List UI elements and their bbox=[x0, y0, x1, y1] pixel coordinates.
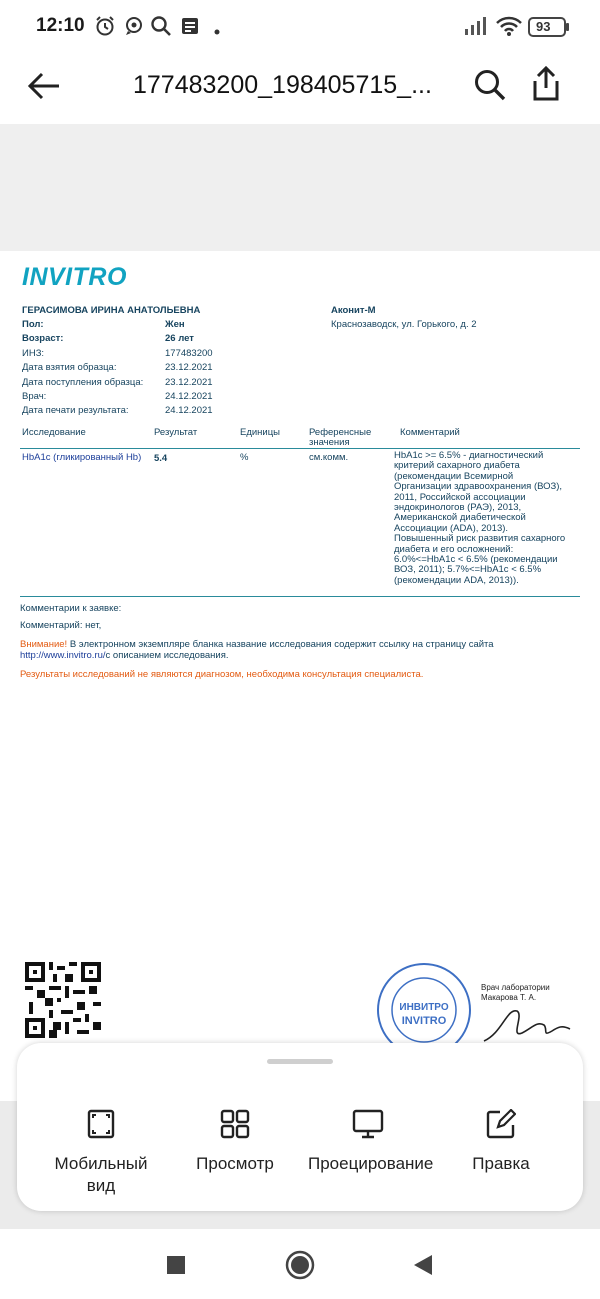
field-value: 177483200 bbox=[165, 348, 213, 359]
comments-header: Комментарии к заявке: bbox=[20, 603, 122, 614]
result-unit: % bbox=[240, 452, 249, 463]
document-title: 177483200_198405715_... bbox=[133, 71, 432, 99]
field-label: Дата печати результата: bbox=[22, 405, 129, 416]
sheet-handle[interactable] bbox=[267, 1059, 333, 1064]
view-label: Просмотр bbox=[196, 1154, 274, 1173]
navigation-bar bbox=[0, 1229, 600, 1299]
mobile-view-icon bbox=[87, 1109, 115, 1139]
field-value: 23.12.2021 bbox=[165, 362, 213, 373]
share-icon[interactable] bbox=[530, 66, 562, 107]
view-button[interactable] bbox=[175, 1109, 295, 1175]
document-page bbox=[0, 251, 600, 1101]
col-header-comment: Комментарий bbox=[400, 427, 460, 438]
attention-text: В электронном экземпляре бланка название исследования содержит ссылку на страницу сайта bbox=[67, 639, 494, 650]
edit-button[interactable] bbox=[441, 1109, 561, 1175]
col-header-result: Результат bbox=[154, 427, 198, 438]
attention-note bbox=[20, 639, 494, 650]
lab-stamp bbox=[376, 962, 472, 1051]
field-label: Дата поступления образца: bbox=[22, 377, 144, 388]
bottom-sheet bbox=[17, 1043, 583, 1211]
status-time: 12:10 bbox=[36, 15, 85, 36]
grid-view-icon bbox=[220, 1109, 250, 1139]
result-comment: HbA1c >= 6.5% - диагностический критерий сахарного диабета (рекомендации Всемирной Организации здравоохранения (ВОЗ), 2011, Российской ассоциации эндокринологов (РАЭ), 2013, Американской диабетической Ассоциации (ADA), 2013). Повышенный риск развития сахарного диабета и его осложнений: 6.0%<=HbA1c < 6.5% (рекомендации ВОЗ, 2011); 5.7%<=HbA1c < 6.5% (рекомендации ADA, 2013)). bbox=[394, 450, 566, 586]
field-value: 23.12.2021 bbox=[165, 377, 213, 388]
field-value: 24.12.2021 bbox=[165, 391, 213, 402]
doctor-title: Врач лаборатории bbox=[481, 983, 550, 992]
recents-icon[interactable] bbox=[166, 1255, 186, 1280]
result-value: 5.4 bbox=[154, 453, 168, 464]
field-label: Пол: bbox=[22, 319, 44, 330]
doctor-name: Макарова Т. А. bbox=[481, 993, 537, 1002]
wifi-icon bbox=[496, 15, 522, 42]
edit-icon bbox=[486, 1109, 516, 1139]
document-margin bbox=[0, 124, 600, 251]
mobile-view-label: Мобильный вид bbox=[54, 1154, 148, 1195]
table-header-divider bbox=[20, 448, 580, 449]
project-label: Проецирование bbox=[308, 1154, 434, 1173]
clinic-name: Аконит-М bbox=[331, 305, 376, 316]
field-label: Возраст: bbox=[22, 333, 64, 344]
field-value: 26 лет bbox=[165, 333, 194, 344]
alarm-icon bbox=[94, 15, 116, 42]
news-icon bbox=[179, 15, 201, 42]
stamp-text-top: ИНВИТРО bbox=[399, 1002, 449, 1013]
doctor-signature bbox=[482, 1003, 572, 1048]
monitor-icon bbox=[352, 1109, 384, 1139]
test-name-link[interactable]: HbA1c (гликированный Hb) bbox=[22, 452, 142, 463]
back-arrow-icon[interactable] bbox=[26, 70, 62, 107]
signal-icon bbox=[464, 15, 490, 42]
invitro-logo: INVITRO bbox=[22, 263, 127, 291]
message-icon bbox=[123, 15, 145, 42]
field-label: Врач: bbox=[22, 391, 47, 402]
col-header-reference: Референсные bbox=[309, 427, 372, 438]
home-icon[interactable] bbox=[285, 1250, 315, 1285]
table-bottom-divider bbox=[20, 596, 580, 597]
dot-icon bbox=[214, 22, 220, 40]
back-nav-icon[interactable] bbox=[412, 1254, 434, 1281]
project-button[interactable] bbox=[308, 1109, 434, 1175]
col-header-test: Исследование bbox=[22, 427, 86, 438]
attention-label: Внимание! bbox=[20, 639, 68, 650]
field-label: Дата взятия образца: bbox=[22, 362, 117, 373]
stamp-text-bottom: INVITRO bbox=[401, 1015, 447, 1027]
field-value: Жен bbox=[165, 319, 185, 330]
field-value: 24.12.2021 bbox=[165, 405, 213, 416]
field-label: ИНЗ: bbox=[22, 348, 45, 359]
comment-value: Комментарий: нет, bbox=[20, 620, 102, 631]
search-status-icon bbox=[150, 15, 172, 42]
qr-code bbox=[25, 962, 101, 1043]
link-suffix: с описанием исследования. bbox=[105, 650, 229, 661]
invitro-link[interactable]: http://www.invitro.ru/ bbox=[20, 650, 106, 661]
clinic-address: Краснозаводск, ул. Горького, д. 2 bbox=[331, 319, 477, 330]
link-line bbox=[20, 650, 229, 661]
edit-label: Правка bbox=[472, 1154, 530, 1173]
patient-name: ГЕРАСИМОВА ИРИНА АНАТОЛЬЕВНА bbox=[22, 305, 201, 316]
status-bar bbox=[0, 0, 600, 54]
disclaimer: Результаты исследований не являются диагнозом, необходима консультация специалиста. bbox=[20, 669, 424, 680]
search-icon[interactable] bbox=[473, 68, 507, 107]
app-bar bbox=[0, 54, 600, 124]
result-reference: см.комм. bbox=[309, 452, 349, 463]
mobile-view-button[interactable] bbox=[41, 1109, 161, 1197]
col-header-reference-2: значения bbox=[309, 437, 350, 448]
battery-level: 93 bbox=[536, 19, 551, 34]
col-header-unit: Единицы bbox=[240, 427, 281, 438]
